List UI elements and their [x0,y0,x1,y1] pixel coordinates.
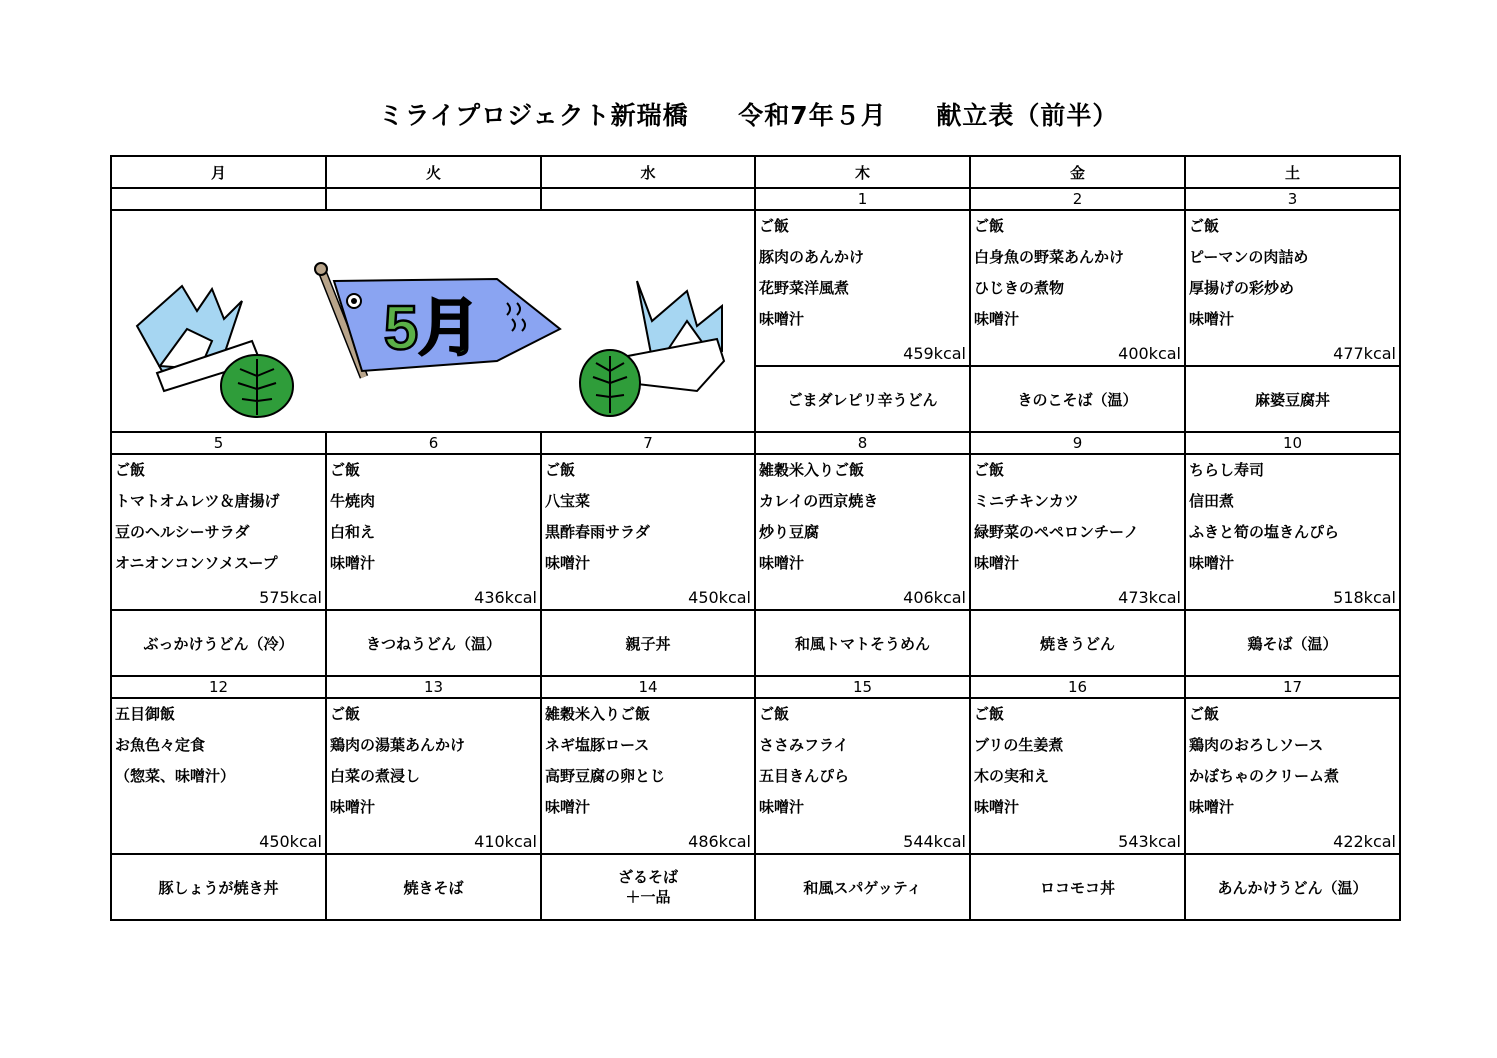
date-cell: 6 [326,432,541,454]
meal-item: ふきと筍の塩きんぴら [1189,523,1340,541]
date-cell: 16 [970,676,1185,698]
meal-item: 味噌汁 [545,798,591,816]
kcal-value: 518kcal [1333,588,1396,607]
meal-item: ご飯 [115,461,146,479]
kcal-value: 410kcal [474,832,537,851]
date-row [111,188,1400,210]
title-facility: ミライプロジェクト新瑞橋 [378,101,689,130]
meal-item: ネギ塩豚ロース [545,736,650,754]
meal-cell [755,454,970,610]
meal-item: ちらし寿司 [1189,461,1265,479]
meal-item: ご飯 [545,461,576,479]
meal-cell [541,454,755,610]
kcal-value: 473kcal [1118,588,1181,607]
meal-item: ご飯 [974,217,1005,235]
meal-item: 味噌汁 [759,798,805,816]
meal-item [112,792,325,823]
meal-cell [541,698,755,854]
meal-item: 鶏肉の湯葉あんかけ [330,736,466,754]
meal-cell [970,454,1185,610]
kcal-value: 486kcal [688,832,751,851]
date-cell: 12 [111,676,326,698]
meal-item: 豆のヘルシーサラダ [115,523,250,541]
meal-item: 豚肉のあんかけ [759,248,865,266]
weekday-mon: 月 [111,156,326,188]
kcal-value: 450kcal [259,832,322,851]
alt-menu-row [111,854,1400,920]
date-row [111,676,1400,698]
date-cell [541,188,755,210]
meal-row [111,210,1400,366]
meal-item: ピーマンの肉詰め [1189,248,1309,266]
meal-item: ご飯 [330,705,361,723]
kcal-value: 422kcal [1333,832,1396,851]
meal-item: 味噌汁 [974,798,1020,816]
alt-menu-cell: きつねうどん（温） [326,610,541,676]
alt-menu-cell: 焼きうどん [970,610,1185,676]
meal-row [111,454,1400,610]
meal-item: ご飯 [974,705,1005,723]
illustration-svg [112,211,752,431]
meal-item: トマトオムレツ＆唐揚げ [115,492,280,510]
meal-item: 味噌汁 [759,310,805,328]
meal-item: ミニチキンカツ [974,492,1079,510]
meal-item: お魚色々定食 [115,736,206,754]
meal-item: 味噌汁 [545,554,591,572]
weekday-wed: 水 [541,156,755,188]
meal-item: ご飯 [1189,217,1220,235]
alt-menu-cell: 和風トマトそうめん [755,610,970,676]
meal-cell [111,698,326,854]
alt-menu-cell: 豚しょうが焼き丼 [111,854,326,920]
kashiwa-mochi-icon [580,350,640,416]
meal-item: ご飯 [759,217,790,235]
meal-cell [1185,698,1400,854]
meal-item: 味噌汁 [330,798,376,816]
meal-item: 木の実和え [974,767,1050,785]
alt-menu-row [111,610,1400,676]
date-cell: 10 [1185,432,1400,454]
meal-cell [1185,454,1400,610]
alt-menu-cell: 焼きそば [326,854,541,920]
weekday-tue: 火 [326,156,541,188]
meal-item: カレイの西京焼き [759,492,879,510]
kcal-value: 543kcal [1118,832,1181,851]
meal-cell [1185,210,1400,366]
date-cell [326,188,541,210]
meal-item: かぼちゃのクリーム煮 [1189,767,1340,785]
meal-cell [111,454,326,610]
meal-item: 厚揚げの彩炒め [1189,279,1295,297]
weekday-thu: 木 [755,156,970,188]
meal-item: ご飯 [759,705,790,723]
meal-item: ささみフライ [759,736,849,754]
meal-item: 花野菜洋風煮 [759,279,850,297]
meal-item: 八宝菜 [545,492,591,510]
kcal-value: 400kcal [1118,344,1181,363]
meal-item: 五目きんぴら [759,767,850,785]
meal-row [111,698,1400,854]
date-cell: 8 [755,432,970,454]
date-cell: 1 [755,188,970,210]
meal-cell [755,698,970,854]
alt-menu-cell: 麻婆豆腐丼 [1185,366,1400,432]
meal-item: 緑野菜のペペロンチーノ [974,523,1139,541]
meal-item: 鶏肉のおろしソース [1189,736,1324,754]
kcal-value: 459kcal [903,344,966,363]
meal-cell [326,454,541,610]
alt-menu-cell: ぶっかけうどん（冷） [111,610,326,676]
kcal-value: 436kcal [474,588,537,607]
meal-cell [970,210,1185,366]
alt-menu-cell: 親子丼 [541,610,755,676]
date-row [111,432,1400,454]
meal-item: ブリの生姜煮 [974,736,1064,754]
date-cell: 5 [111,432,326,454]
date-cell: 7 [541,432,755,454]
menu-table [110,155,1401,921]
meal-item: 雑穀米入りご飯 [545,705,651,723]
alt-menu-cell: あんかけうどん（温） [1185,854,1400,920]
meal-cell [326,698,541,854]
meal-item: 白身魚の野菜あんかけ [974,248,1125,266]
title-month: 令和7年５月 [738,101,887,130]
meal-item: 信田煮 [1189,492,1235,510]
title-doc: 献立表（前半） [936,101,1119,130]
meal-item: 牛焼肉 [330,492,376,510]
date-cell: 2 [970,188,1185,210]
alt-menu-cell: きのこそば（温） [970,366,1185,432]
date-cell: 13 [326,676,541,698]
meal-item: 味噌汁 [974,554,1020,572]
meal-item: 白菜の煮浸し [330,767,421,785]
meal-item: （惣菜、味噌汁） [115,767,236,785]
meal-item: ご飯 [974,461,1005,479]
alt-menu-cell: 和風スパゲッティ [755,854,970,920]
meal-item: 味噌汁 [759,554,805,572]
meal-item: 高野豆腐の卵とじ [545,767,666,785]
weekday-header-row [111,156,1400,188]
meal-item: 味噌汁 [1189,554,1235,572]
meal-item: 五目御飯 [115,705,176,723]
weekday-sat: 土 [1185,156,1400,188]
weekday-fri: 金 [970,156,1185,188]
meal-item: ご飯 [330,461,361,479]
meal-item: 味噌汁 [1189,310,1235,328]
meal-item: 味噌汁 [330,554,376,572]
meal-item: 雑穀米入りご飯 [759,461,865,479]
page-title [0,96,1497,132]
kcal-value: 477kcal [1333,344,1396,363]
meal-item: ひじきの煮物 [974,279,1065,297]
kodomo-no-hi-illustration [111,210,755,432]
meal-item: 炒り豆腐 [759,523,820,541]
alt-menu-cell: ロコモコ丼 [970,854,1185,920]
date-cell: 9 [970,432,1185,454]
meal-cell [970,698,1185,854]
date-cell [111,188,326,210]
meal-item: 白和え [330,523,376,541]
kashiwa-mochi-icon [221,355,293,417]
date-cell: 3 [1185,188,1400,210]
kcal-value: 544kcal [903,832,966,851]
banner-text: 5月 [383,294,481,363]
kcal-value: 450kcal [688,588,751,607]
alt-menu-cell: ざるそば ＋一品 [541,854,755,920]
meal-cell [755,210,970,366]
meal-item: 黒酢春雨サラダ [545,523,650,541]
alt-menu-cell: 鶏そば（温） [1185,610,1400,676]
kcal-value: 575kcal [259,588,322,607]
alt-menu-cell: ごまダレピリ辛うどん [755,366,970,432]
meal-item: ご飯 [1189,705,1220,723]
meal-item: 味噌汁 [1189,798,1235,816]
meal-item: 味噌汁 [974,310,1020,328]
koinobori-fish-icon [334,279,560,371]
kcal-value: 406kcal [903,588,966,607]
date-cell: 15 [755,676,970,698]
meal-item: オニオンコンソメスープ [115,554,278,572]
date-cell: 17 [1185,676,1400,698]
date-cell: 14 [541,676,755,698]
